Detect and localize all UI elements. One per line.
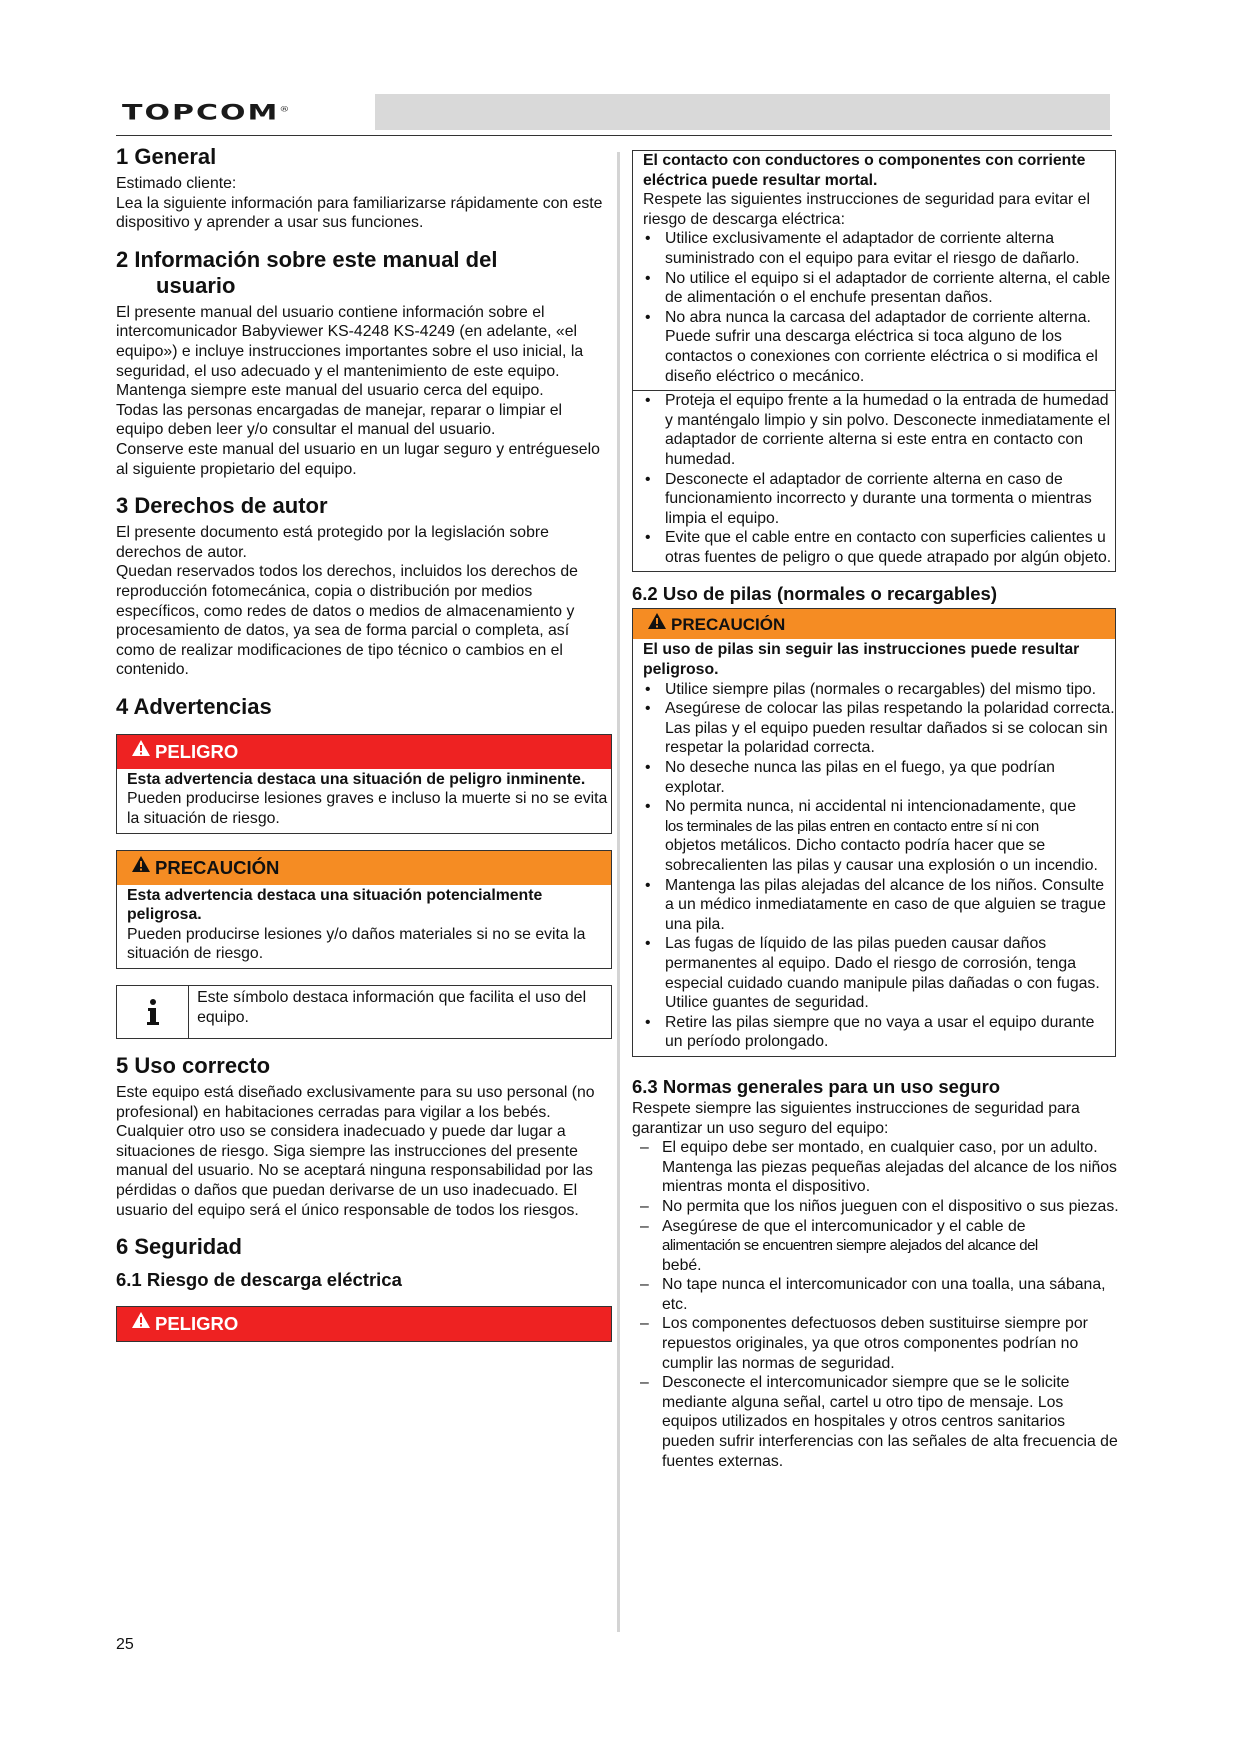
list-item: • Utilice exclusivamente el adaptador de corriente alterna suministrado con el equipo para evitar el riesgo de dañarlo.	[643, 229, 1115, 268]
list-item: • No abra nunca la carcasa del adaptador de corriente alterna. Puede sufrir una descarga eléctrica si toca alguno de los contactos o conexiones con corriente eléctrica o si modifica el diseño eléctrico o mecánico.	[643, 308, 1115, 386]
list-item: – No permita que los niños jueguen con el dispositivo o sus piezas.	[632, 1197, 1120, 1217]
caution-box-header: PRECAUCIÓN	[117, 851, 611, 885]
page-header	[116, 92, 1112, 138]
list-item: • No utilice el equipo si el adaptador de corriente alterna, el cable de alimentación o el enchufe presentan daños.	[643, 269, 1115, 308]
list-item: • Proteja el equipo frente a la humedad o la entrada de humedad y manténgalo limpio y sin polvo. Desconecte inmediatamente el adaptador de corriente alterna si este entra en contacto con humedad.	[643, 391, 1115, 469]
manual-p4: Conserve este manual del usuario en un lugar seguro y entrégueselo al siguiente propietario del equipo.	[116, 440, 600, 478]
batteries-bold: El uso de pilas sin seguir las instrucciones puede resultar peligroso.	[643, 641, 1080, 679]
heading-correct-use: 5 Uso correcto	[116, 1053, 271, 1079]
heading-general: 1 General	[116, 144, 217, 169]
page-number: 25	[116, 1636, 134, 1653]
list-item: • No permita nunca, ni accidental ni intencionadamente, que los terminales de las pilas entren en contacto entre sí ni con objetos metálicos. Dicho contacto podría hacer que se sobrecalienten las pilas y causar una explosión o un incendio.	[643, 797, 1115, 875]
list-item: • No deseche nunca las pilas en el fuego, ya que podrían explotar.	[643, 758, 1115, 797]
caution-box-body	[117, 885, 611, 968]
list-item: – Desconecte el intercomunicador siempre que se le solicite mediante alguna señal, cartel u otro tipo de mensaje. Los equipos utilizados en hospitales y otros centros sanitarios pueden sufrir interferencias con las señales de alta frecuencia de fuentes externas.	[632, 1373, 1120, 1471]
electric-box-part1	[632, 150, 1116, 391]
general-safety-intro: Respete siempre las siguientes instrucciones de seguridad para garantizar un uso seguro del equipo:	[632, 1099, 1080, 1137]
section-copyright	[116, 493, 612, 680]
warning-triangle-icon	[131, 734, 151, 768]
section-warnings	[116, 694, 612, 1039]
general-p2: Lea la siguiente información para familiarizarse rápidamente con este dispositivo y aprender a usar sus funciones.	[116, 194, 603, 232]
manual-p3: Todas las personas encargadas de manejar, reparar o limpiar el equipo deben leer y/o consultar el manual del usuario.	[116, 401, 563, 439]
warning-triangle-icon	[131, 850, 151, 884]
danger-box-text: Pueden producirse lesiones graves e incluso la muerte si no se evita la situación de riesgo.	[127, 790, 608, 828]
header-rule	[116, 135, 1112, 136]
list-item: • Las fugas de líquido de las pilas pueden causar daños permanentes al equipo. Dado el riesgo de corrosión, tenga especial cuidado cuando manipule pilas dañadas o con fugas. Utilice guantes de seguridad.	[643, 934, 1115, 1012]
electric-box-bold: El contacto con conductores o componentes con corriente eléctrica puede resultar mortal.	[643, 152, 1086, 189]
list-item: – No tape nunca el intercomunicador con una toalla, una sábana, etc.	[632, 1275, 1120, 1314]
heading-warnings: 4 Advertencias	[116, 693, 272, 719]
danger-box-body	[117, 769, 611, 833]
general-safety-list	[632, 1138, 1120, 1471]
section-general	[116, 144, 612, 233]
list-item: • Mantenga las pilas alejadas del alcance de los niños. Consulte a un médico inmediatamente en caso de que alguien se trague una pila.	[643, 876, 1115, 935]
copyright-p2: Quedan reservados todos los derechos, incluidos los derechos de reproducción fotomecánica, copia o distribución por medios específicos, como redes de datos o medios de almacenamiento y procesamiento de datos, ya sea de forma parcial o completa, así como de realizar modificaciones de tipo técnico o cambios en el contenido.	[116, 563, 578, 679]
list-item: – El equipo debe ser montado, en cualquier caso, por un adulto. Mantenga las piezas pequeñas alejadas del alcance de los niños mientras monta el dispositivo.	[632, 1138, 1120, 1197]
warning-triangle-icon	[131, 1306, 151, 1340]
danger-box-header: PELIGRO	[117, 735, 611, 769]
list-item: • Utilice siempre pilas (normales o recargables) del mismo tipo.	[643, 680, 1115, 700]
manual-p1: El presente manual del usuario contiene información sobre el intercomunicador Babyviewer KS-4248 KS-4249 (en adelante, «el equipo») e incluye instrucciones importantes sobre el uso inicial, la seguridad, el uso adecuado y el mantenimiento de este equipo.	[116, 303, 584, 380]
electric-box-list-b	[643, 391, 1115, 567]
danger-box	[116, 734, 612, 834]
heading-electric-shock: 6.1 Riesgo de descarga eléctrica	[116, 1269, 402, 1291]
left-column	[116, 144, 612, 1358]
heading-manual: 2 Información sobre este manual del usuario	[116, 246, 498, 298]
info-box-text: Este símbolo destaca información que facilita el uso del equipo.	[197, 989, 587, 1026]
caution-box-text: Pueden producirse lesiones y/o daños materiales si no se evita la situación de riesgo.	[127, 925, 586, 963]
batteries-caution-header: PRECAUCIÓN	[633, 609, 1115, 639]
danger-box-bold: Esta advertencia destaca una situación de peligro inminente.	[127, 770, 586, 788]
manual-p2: Mantenga siempre este manual del usuario cerca del equipo.	[116, 382, 544, 400]
section-correct-use	[116, 1053, 612, 1220]
list-item: • Retire las pilas siempre que no vaya a usar el equipo durante un período prolongado.	[643, 1013, 1115, 1052]
electric-box-list-a	[643, 229, 1115, 386]
batteries-caution-body	[633, 639, 1115, 1055]
caution-box-bold: Esta advertencia destaca una situación potencialmente peligrosa.	[127, 886, 543, 924]
general-p1: Estimado cliente:	[116, 175, 237, 192]
heading-batteries: 6.2 Uso de pilas (normales o recargables)	[632, 583, 998, 605]
correct-use-p1: Este equipo está diseñado exclusivamente para su uso personal (no profesional) en habitaciones cerradas para vigilar a los bebés. Cualquier otro uso se considera inadecuado y puede dar lugar a situaciones de riesgo. Siga siempre las instrucciones del presente manual del usuario. No se aceptará ninguna responsabilidad por las pérdidas o daños que puedan derivarse de un uso inadecuado. El usuario del equipo será el único responsable de todos los riesgos.	[116, 1084, 595, 1219]
batteries-caution-box	[632, 608, 1116, 1056]
section-safety	[116, 1234, 612, 1342]
info-icon	[117, 986, 189, 1038]
column-divider	[617, 152, 620, 1632]
list-item: – Asegúrese de que el intercomunicador y el cable de alimentación se encuentren siempre alejados del alcance del bebé.	[632, 1217, 1120, 1276]
copyright-p1: El presente documento está protegido por la legislación sobre derechos de autor.	[116, 524, 549, 561]
list-item: • Asegúrese de colocar las pilas respetando la polaridad correcta. Las pilas y el equipo pueden resultar dañados si se colocan sin respetar la polaridad correcta.	[643, 699, 1115, 758]
heading-safety: 6 Seguridad	[116, 1234, 242, 1260]
info-box	[116, 985, 612, 1039]
section-general-safety	[632, 1075, 1120, 1471]
danger-box-2	[116, 1306, 612, 1342]
danger-box-2-header: PELIGRO	[117, 1307, 611, 1341]
warning-triangle-icon	[647, 609, 667, 639]
right-column	[632, 150, 1120, 1471]
header-bar	[375, 94, 1110, 130]
batteries-list	[643, 680, 1115, 1052]
section-manual	[116, 247, 612, 479]
electric-box-intro: Respete las siguientes instrucciones de seguridad para evitar el riesgo de descarga eléctrica:	[643, 191, 1090, 228]
electric-box-part2	[632, 391, 1116, 572]
heading-copyright: 3 Derechos de autor	[116, 493, 328, 519]
heading-general-safety: 6.3 Normas generales para un uso seguro	[632, 1075, 1001, 1097]
list-item: • Desconecte el adaptador de corriente alterna en caso de funcionamiento incorrecto y durante una tormenta o mientras limpia el equipo.	[643, 470, 1115, 529]
caution-box	[116, 850, 612, 969]
brand-logo: TOPCOM®	[122, 100, 290, 126]
list-item: • Evite que el cable entre en contacto con superficies calientes u otras fuentes de peligro o que quede atrapado por algún objeto.	[643, 528, 1115, 567]
list-item: – Los componentes defectuosos deben sustituirse siempre por repuestos originales, ya que otros componentes podrían no cumplir las normas de seguridad.	[632, 1314, 1120, 1373]
